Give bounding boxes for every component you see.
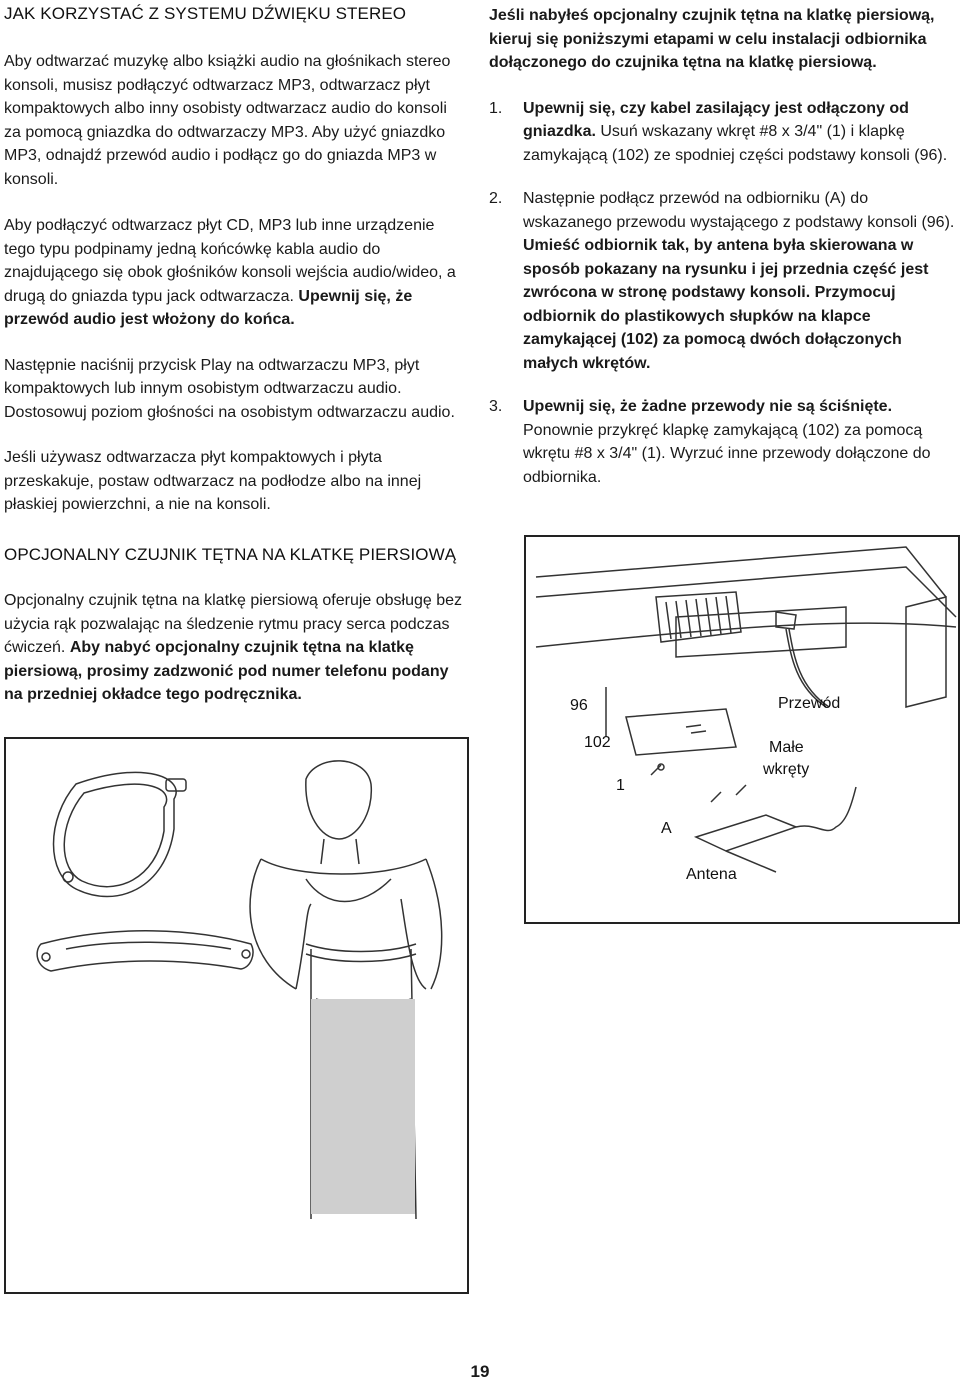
chest-strap-figure [4, 737, 469, 1294]
paragraph-cd-skip: Jeśli używasz odtwarzacza płyt kompaktowych i płyta przeskakuje, postaw odtwarzacz na podłodze albo na innej płaskiej powierzchni, a nie na konsoli. [4, 449, 422, 513]
step-bold-text: Upewnij się, że żadne przewody nie są ściśnięte. [523, 398, 893, 415]
section-heading-hrm: OPCJONALNY CZUJNIK TĘTNA NA KLATKĘ PIERSIOWĄ [4, 545, 457, 564]
paragraph-connect-player [4, 214, 464, 332]
chest-strap-illustration [6, 739, 467, 1292]
paragraph-press-play: Następnie naciśnij przycisk Play na odtwarzaczu MP3, płyt kompaktowych lub innym osobistym odtwarzaczu audio. Dostosowuj poziom głośności na osobistym odtwarzaczu audio. [4, 356, 455, 421]
paragraph-receiver-intro: Jeśli nabyłeś opcjonalny czujnik tętna na klatkę piersiową, kieruj się poniższymi etapami w celu instalacji odbiornika dołączonego do czujnika tętna na klatkę piersiową. [489, 7, 935, 71]
receiver-a [696, 815, 796, 851]
console-base-edge [536, 547, 946, 597]
step-number: 2. [489, 190, 503, 207]
step-text: Ponownie przykręć klapkę zamykającą (102) za pomocą wkrętu #8 x 3/4" (1). Wyrzuć inne przewody dołączone do odbiornika. [523, 421, 931, 486]
label-102: 102 [584, 734, 611, 751]
section-heading-stereo: JAK KORZYSTAĆ Z SYSTEMU DŹWIĘKU STEREO [4, 4, 407, 23]
receiver-wire [796, 787, 856, 831]
head [306, 761, 371, 839]
shorts [311, 999, 415, 1214]
step-text: Następnie podłącz przewód na odbiorniku (A) do wskazanego przewodu wystającego z podstawy konsoli (96). [523, 190, 955, 231]
step-bold-text: Upewnij się, czy kabel zasilający jest odłączony od gniazdka. [523, 99, 909, 140]
paragraph-connect-warning: Upewnij się, że przewód audio jest włożony do końca. [4, 287, 413, 328]
step-bold-text: Umieść odbiornik tak, by antena była skierowana w sposób pokazany na rysunku i jej przednia część jest zwrócona w stronę podstawy konsoli. Przymocuj odbiornik do plastikowych słupków na klapce zamykającej (102) za pomocą dwóch dołączonych małych wkrętów. [523, 237, 929, 372]
step-2 [489, 187, 955, 375]
hrm-section [4, 545, 464, 707]
label-wkrety: wkręty [763, 761, 810, 778]
small-screws [711, 785, 746, 802]
paragraph-hrm-purchase: Aby nabyć opcjonalny czujnik tętna na klatkę piersiową, prosimy zadzwonić pod numer telefonu podany na przedniej okładce tego podręcznika. [4, 639, 449, 703]
label-a: A [661, 820, 672, 837]
step-text: Usuń wskazany wkręt #8 x 3/4" (1) i klapkę zamykającą (102) ze spodniej części podstawy konsoli (96). [523, 123, 948, 164]
opening [676, 607, 846, 657]
cover-plate-102 [626, 709, 736, 755]
step-1 [489, 97, 955, 168]
paragraph-hrm-text: Opcjonalny czujnik tętna na klatkę piersiową oferuje obsługę bez użycia rąk pozwalając na śledzenie rytmu pracy serca podczas ćwiczeń. [4, 592, 463, 656]
strap-loop-inner [64, 784, 166, 887]
shoulders [261, 859, 426, 874]
receiver-install-figure [524, 535, 960, 924]
paragraph-connect-text: Aby podłączyć odtwarzacz płyt CD, MP3 lub inne urządzenie tego typu podpinamy jedną końcówkę kabla audio do znajdującego się obok głośników konsoli wejścia audio/wideo, a drugą do gniazda typu jack odtwarzacza. [4, 217, 456, 305]
chest-line [306, 879, 391, 902]
page-number: 19 [470, 1362, 490, 1381]
step-3 [489, 395, 955, 489]
label-96: 96 [570, 697, 588, 714]
step-number: 1. [489, 99, 503, 117]
strap-loop [54, 772, 177, 896]
right-column [489, 0, 955, 489]
label-male: Małe [769, 739, 804, 756]
strap-clip [63, 872, 73, 882]
label-przewod: Przewód [778, 695, 841, 712]
transmitter-unit [37, 931, 253, 971]
step-number: 3. [489, 398, 503, 415]
paragraph-hrm-intro [4, 589, 464, 707]
label-antena: Antena [686, 866, 737, 883]
left-column [4, 0, 464, 517]
receiver-install-illustration [526, 537, 958, 922]
label-1: 1 [616, 777, 625, 794]
paragraph-mp3-intro: Aby odtwarzać muzykę albo książki audio na głośnikach stereo konsoli, musisz podłączyć odtwarzacz MP3, odtwarzacz płyt kompaktowych albo inny osobisty odtwarzacz audio do konsoli za pomocą gniazdka do odtwarzaczy MP3. Aby użyć gniazdko MP3, odnajdź przewód audio i podłącz go do gniazda MP3 w konsoli. [4, 53, 451, 188]
worn-strap [306, 944, 416, 952]
